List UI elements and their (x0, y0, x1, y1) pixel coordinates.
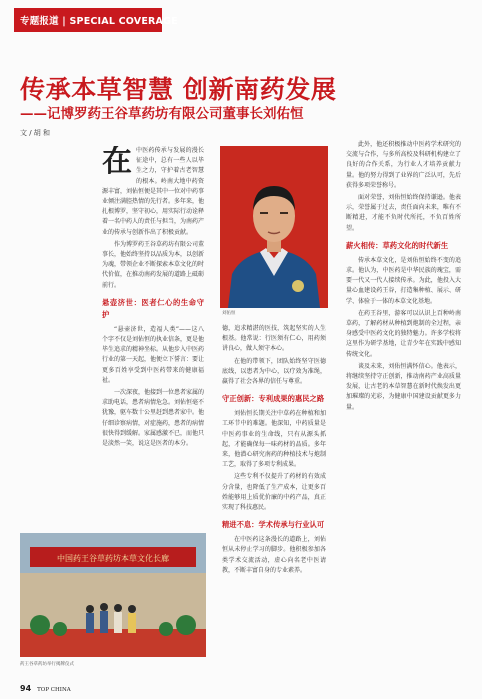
article-subtitle: ——记博罗药王谷草药坊有限公司董事长刘佑恒 (20, 106, 304, 122)
section-heading: 薪火相传：草药文化的时代新生 (346, 240, 449, 250)
paragraph: “悬壶济世，造福人类”——这八个字不仅是刘佑恒的执业信条，更是他毕生追求的精神坐标。从他步入中医药行业的第一天起，他便立下誓言：要让更多百姓享受到中医药带来的健康福祉。 (102, 325, 204, 384)
paragraph: 面对荣誉，刘佑恒始终保持谦逊。他表示，荣誉属于过去，责任面向未来，唯有不断精进，才能不负时代所托，不负百姓所望。 (346, 194, 461, 232)
paragraph: 谈及未来，刘佑恒满怀信心。他表示，将继续坚持守正创新，推动南药产业高质量发展，让古老的本草智慧在新时代焕发出更加璀璨的光彩，为健康中国建设贡献更多力量。 (346, 362, 461, 411)
paragraph: 在中医药这条漫长的道路上，刘佑恒从未停止学习的脚步。他积极参加各类学术交流活动，虚心向名老中医请教，不断丰富自身的专业素养。 (222, 536, 326, 574)
event-banner-text: 中国药王谷草药坊本草文化长廊 (57, 554, 169, 563)
section-heading: 守正创新：专利成果的惠民之路 (222, 394, 325, 404)
drop-cap: 在 (102, 146, 132, 179)
article-title: 传承本草智慧 创新南药发展 (20, 75, 337, 104)
paragraph: 在他的带领下，团队始终坚守医德底线，以患者为中心，以疗效为准绳，赢得了社会各界的信任与尊重。 (222, 357, 326, 386)
paragraph: 传承本草文化，是刘佑恒始终不变的追求。他认为，中医药是中华民族的瑰宝，需要一代又一代人接续传承。为此，他投入大量心血建设药王谷，打造集种植、展示、研学、体验于一体的本草文化基地。 (346, 256, 461, 305)
paragraph: 在药王谷里，游客可以认识上百种岭南草药，了解药材从种植到炮制的全过程，亲身感受中医药文化的独特魅力。许多学校将这里作为研学基地，让青少年在实践中感知传统文化。 (346, 309, 461, 358)
paragraph: 一次深夜，他接到一位患者家属的求助电话，患者病情危急。刘佑恒毫不犹豫，驱车数十公里赶到患者家中。他仔细诊察病情，对症施药，患者的病情很快得到缓解。家属感激不已，而他只是淡然一笑，说这是医者的本分。 (102, 389, 204, 448)
paragraph: 中医药传承与发展的漫长征途中，总有一些人以毕生之力，守护着古老智慧的根本。岭南大地中药资源丰富，刘佑恒便是其中一位对中药事业倾注满腔热情的先行者。多年来，他扎根博罗，坚守初心，用实际行动诠释着一名中药人的责任与担当，为南药产业的传承与创新作出了积极贡献。 (102, 147, 204, 236)
event-photo-caption: 药王谷草药坊举行揭牌仪式 (20, 662, 74, 667)
page-footer (20, 684, 71, 693)
portrait-caption: 刘佑恒 (222, 311, 236, 316)
portrait-photo (220, 146, 328, 308)
section-banner (14, 8, 178, 32)
section-heading: 悬壶济世：医者仁心的生命守护 (102, 297, 204, 319)
text-column-1 (102, 146, 204, 486)
text-column-3 (346, 140, 461, 688)
text-column-2 (222, 324, 326, 696)
event-photo (20, 533, 206, 657)
section-heading: 精进不息：学术传承与行业认可 (222, 520, 325, 530)
page-number: 94 (20, 684, 32, 693)
paragraph: 德，追求精湛的医技，筑起坚实的人生根基。他常说：行医须有仁心，用药须讲良心，做人须守本心。 (222, 325, 326, 353)
magazine-name: TOP CHINA (37, 687, 71, 693)
paragraph: 此外，他还积极推动中医药学术研究的交流与合作，与多所高校及科研机构建立了良好的合作关系，为行业人才培养贡献力量。他的努力得到了业界的广泛认可，先后获得多项荣誉称号。 (346, 141, 461, 189)
paragraph: 刘佑恒长期关注中草药在种植和加工环节中的难题。他深知，中药质量是中医药事业的生命线，只有从源头抓起，才能确保每一味药材的品质。多年来，他潜心研究南药的种植技术与炮制工艺，取得了多项专利成果。 (222, 410, 326, 469)
paragraph: 作为博罗药王谷草药坊有限公司董事长，他始终坚持以品质为本，以创新为魂，带领企业不断探索本草文化的时代价值，在推动南药发展的道路上砥砺前行。 (102, 240, 204, 289)
banner-label: 专题报道 | SPECIAL COVERAGE (20, 16, 178, 27)
byline: 文 / 胡 和 (20, 129, 51, 137)
paragraph: 这些专利不仅提升了药材的有效成分含量，也降低了生产成本，让更多百姓能够用上质优价廉的中药产品，真正实现了科技惠民。 (222, 473, 326, 512)
